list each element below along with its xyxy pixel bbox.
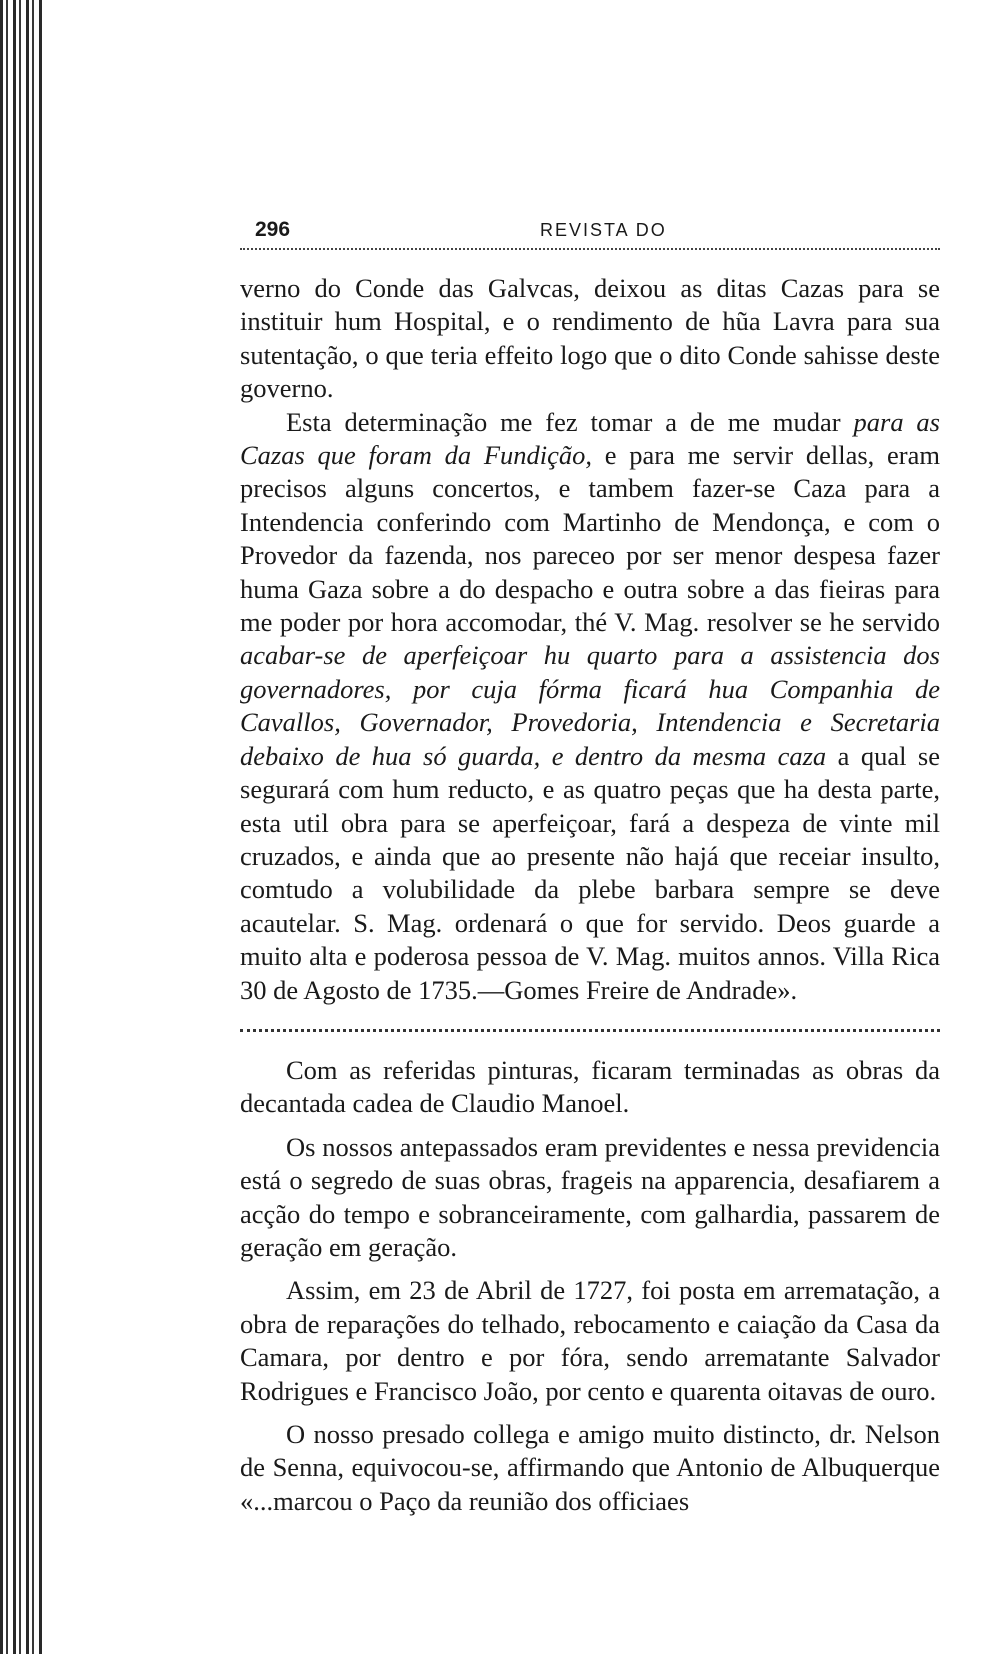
- paragraph-pinturas: Com as referidas pinturas, ficaram terminadas as obras da decantada cadea de Claudio Manoel.: [240, 1054, 940, 1119]
- letter-italic-2: acabar-se de aperfeiçoar hu quarto para a assistencia dos governadores, por cuja fórma ficará hua Companhia de Cavallos, Governador, Provedoria, Intendencia e Secretaria debaixo de hua só guarda, e dentro da mesma caza: [240, 640, 940, 771]
- page-number: 296: [255, 218, 291, 241]
- paragraph-gap: [240, 1408, 940, 1418]
- running-title: REVISTA DO: [540, 220, 667, 240]
- paragraph-letter-body: [240, 406, 940, 1007]
- paragraph-continued-letter: verno do Conde das Galvcas, deixou as ditas Cazas para se instituir hum Hospital, e o rendimento de hũa Lavra para sua sutentação, o que teria effeito logo que o dito Conde sahisse deste governo.: [240, 273, 940, 404]
- dotted-divider: [240, 1021, 940, 1032]
- book-binding-edge: [0, 0, 42, 1654]
- running-header: [240, 218, 940, 250]
- paragraph-antepassados: Os nossos antepassados eram previdentes e nessa previdencia está o segredo de suas obras, frageis na apparencia, desafiarem a acção do tempo e sobranceiramente, com galhardia, passarem de geração em geração.: [240, 1131, 940, 1262]
- letter-text-1: Esta determinação me fez tomar a de me mudar: [286, 406, 854, 437]
- book-page: [240, 218, 940, 1638]
- letter-italic-1: para as Cazas que foram da Fundição,: [240, 406, 940, 471]
- paragraph-nelson-senna: O nosso presado collega e amigo muito distincto, dr. Nelson de Senna, equivocou-se, affirmando que Antonio de Albuquerque «...marcou o Paço da reunião dos officiaes: [240, 1419, 940, 1516]
- paragraph-arrematacao: Assim, em 23 de Abril de 1727, foi posta em arrematação, a obra de reparações do telhado, rebocamento e caiação da Casa da Camara, por dentro e por fóra, sendo arrematante Salvador Rodrigues e Francisco João, por cento e quarenta oitavas de ouro.: [240, 1275, 940, 1406]
- paragraph-gap: [240, 1121, 940, 1131]
- letter-text-3: a qual se segurará com hum reducto, e as quatro peças que ha desta parte, esta util obra para se aperfeiçoar, fará a despeza de vinte mil cruzados, e ainda que ao presente não hajá que receiar insulto, comtudo a volubilidade da plebe barbara sempre se deve acautelar. S. Mag. ordenará o que for servido. Deos guarde a muito alta e poderosa pessoa de V. Mag. muitos annos. Villa Rica 30 de Agosto de 1735.—Gomes Freire de Andrade».: [240, 740, 940, 1005]
- letter-text-2: e para me servir dellas, eram precisos alguns concertos, e tambem fazer-se Caza para a Intendencia conferindo com Martinho de Mendonça, e com o Provedor da fazenda, nos pareceo por ser menor despesa fazer huma Gaza sobre a do despacho e outra sobre a das fieiras para me poder por hora accomodar, thé V. Mag. resolver se he servido: [240, 440, 940, 638]
- paragraph-gap: [240, 1264, 940, 1274]
- body-text: [240, 272, 940, 1518]
